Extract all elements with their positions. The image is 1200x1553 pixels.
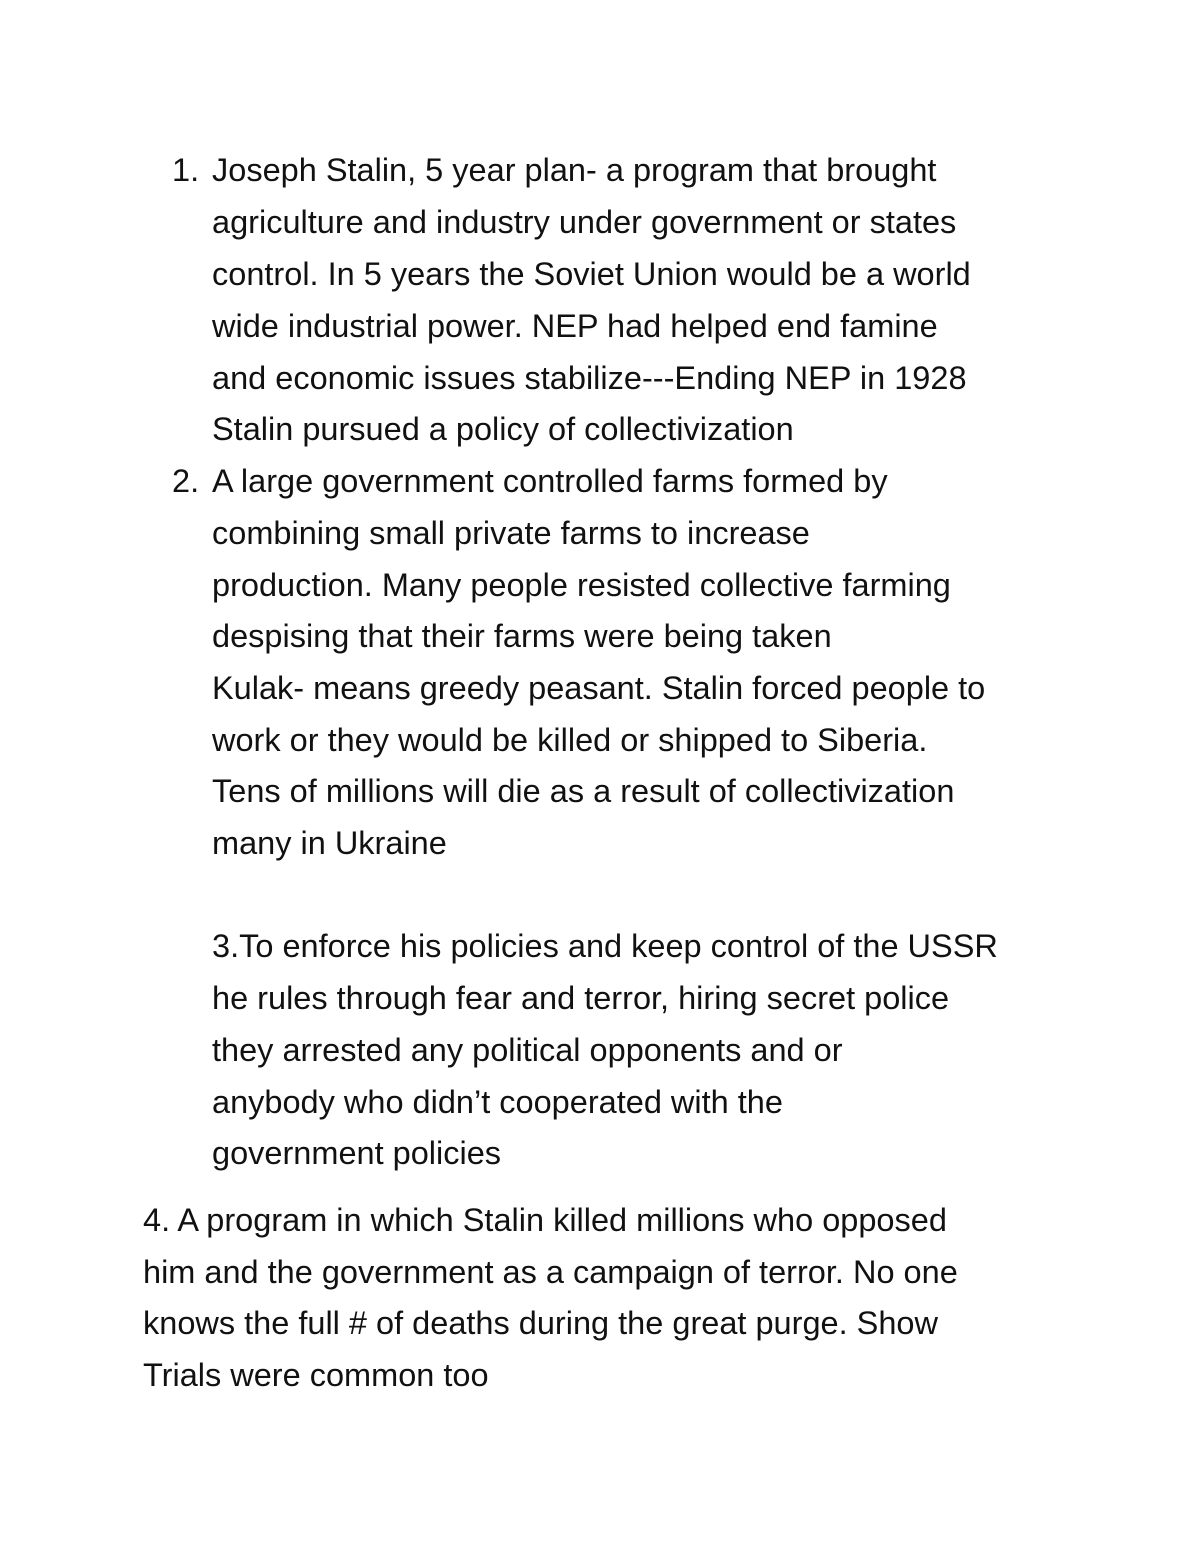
item-2-line-6: work or they would be killed or shipped to Siberia. (212, 722, 928, 758)
item-2-line-1: A large government controlled farms formed by (212, 463, 888, 499)
item-1-line-3: control. In 5 years the Soviet Union would be a world (212, 256, 971, 292)
item-4-line-4: Trials were common too (143, 1357, 489, 1393)
list-number-2: 2. (172, 463, 200, 499)
item-1-line-5: and economic issues stabilize---Ending NEP in 1928 (212, 360, 967, 396)
item-2-line-7: Tens of millions will die as a result of collectivization (212, 773, 955, 809)
item-2-line-2: combining small private farms to increase (212, 515, 810, 551)
item-1-line-1: Joseph Stalin, 5 year plan- a program that brought (212, 152, 937, 188)
item-1-line-2: agriculture and industry under government or states (212, 204, 957, 240)
item-4-line-1: 4. A program in which Stalin killed millions who opposed (143, 1202, 947, 1238)
item-2-line-4: despising that their farms were being taken (212, 618, 832, 654)
item-3-line-5: government policies (212, 1135, 502, 1171)
item-2-line-3: production. Many people resisted collective farming (212, 567, 951, 603)
item-2-line-8: many in Ukraine (212, 825, 447, 861)
item-1-line-6: Stalin pursued a policy of collectivization (212, 411, 794, 447)
item-1-line-4: wide industrial power. NEP had helped end famine (212, 308, 938, 344)
item-4-line-3: knows the full # of deaths during the great purge. Show (143, 1305, 938, 1341)
list-number-1: 1. (172, 152, 200, 188)
item-4-line-2: him and the government as a campaign of terror. No one (143, 1254, 958, 1290)
item-3-line-1: 3.To enforce his policies and keep control of the USSR (212, 928, 998, 964)
item-3-line-4: anybody who didn’t cooperated with the (212, 1084, 783, 1120)
item-3-line-3: they arrested any political opponents and or (212, 1032, 843, 1068)
item-2-line-5: Kulak- means greedy peasant. Stalin forced people to (212, 670, 986, 706)
item-3-line-2: he rules through fear and terror, hiring secret police (212, 980, 950, 1016)
